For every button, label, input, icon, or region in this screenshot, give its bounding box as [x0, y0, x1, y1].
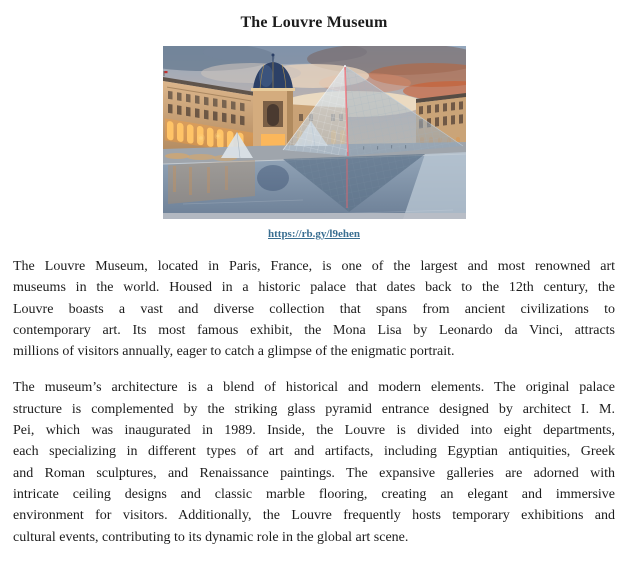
text-line: intricate ceiling designs and classic marble flooring, creating an elegant and immersive: [13, 486, 615, 502]
text-line: and Roman sculptures, and Renaissance paintings. The expansive galleries are adorned with: [13, 465, 615, 481]
louvre-photo-illustration: [163, 46, 466, 219]
text-line: The Louvre Museum, located in Paris, France, is one of the largest and most renowned art: [13, 259, 615, 274]
text-line: contemporary art. Its most famous exhibit, the Mona Lisa by Leonardo da Vinci, attracts: [13, 322, 615, 338]
paragraph: [13, 256, 615, 362]
source-link-row: [0, 228, 628, 240]
text-line: environment for visitors. Additionally, the Louvre frequently hosts temporary exhibitions and: [13, 508, 615, 524]
article-body: [13, 256, 615, 548]
text-line: Louvre boasts a vast and diverse collection that spans from ancient civilizations to: [13, 301, 615, 317]
text-line: millions of visitors annually, eager to catch a glimpse of the enigmatic portrait.: [13, 344, 455, 360]
text-line: each specializing in different types of art and artifacts, including Egyptian antiquities, Greek: [13, 444, 615, 460]
text-line: cultural events, contributing to its dynamic role in the global art scene.: [13, 529, 409, 545]
source-link[interactable]: https://rb.gy/l9ehen: [268, 228, 360, 240]
text-line: Pei, which was inaugurated in 1989. Inside, the Louvre is divided into eight departments,: [13, 423, 615, 439]
louvre-photo: [163, 46, 466, 219]
document-page: [0, 12, 628, 573]
text-line: The museum’s architecture is a blend of historical and modern elements. The original palace: [13, 380, 615, 396]
page-title: The Louvre Museum: [240, 14, 388, 31]
text-line: museums in the world. Housed in a historic palace that dates back to the 12th century, the: [13, 280, 615, 296]
text-line: structure is complemented by the striking glass pyramid entrance designed by architect I. M.: [13, 401, 615, 417]
paragraph: [13, 377, 615, 547]
